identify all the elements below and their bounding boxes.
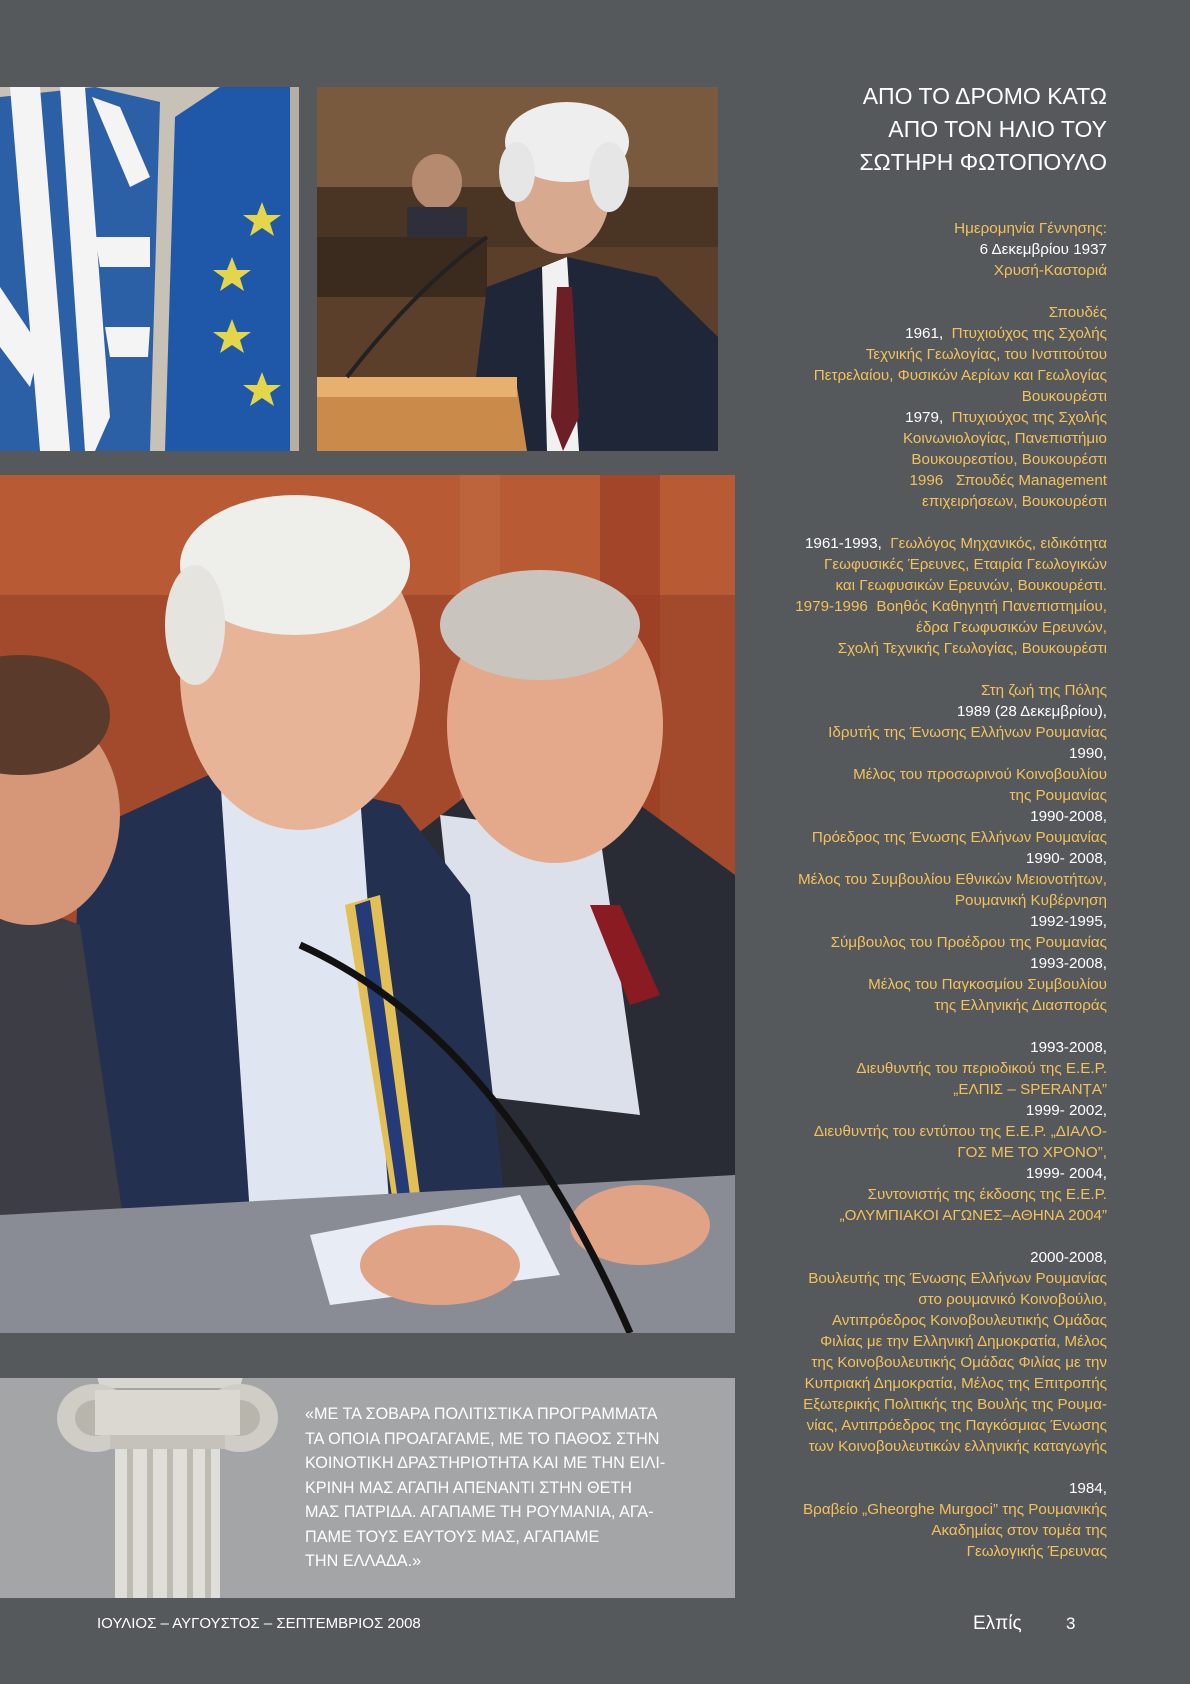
studies-text: Βουκουρέστι <box>1021 388 1107 405</box>
ionic-column-icon <box>55 1378 295 1598</box>
quote-line: ΚΟΙΝΟΤΙΚΗ ΔΡΑΣΤΗΡΙΟΤΗΤΑ ΚΑΙ ΜΕ ΤΗΝ ΕΙΛΙ- <box>305 1454 666 1472</box>
civic-year: 1990, <box>1068 745 1107 762</box>
quote-line: ΤΑ ΟΠΟΙΑ ΠΡΟΑΓΑΓΑΜΕ, ΜΕ ΤΟ ΠΑΘΟΣ ΣΤΗΝ <box>305 1429 660 1448</box>
career-text: Βοηθός Καθηγητή Πανεπιστημίου, <box>876 598 1107 615</box>
award-text: Βραβείο „Gheorghe Murgoci” της Ρουμανικής <box>803 1501 1107 1518</box>
parliament-text: νίας, Αντιπρόεδρος της Παγκόσμιας Ένωσης <box>806 1417 1107 1434</box>
quote-line: ΚΡΙΝΗ ΜΑΣ ΑΓΑΠΗ ΑΠΕΝΑΝΤΙ ΣΤΗΝ ΘΕΤΗ <box>305 1478 632 1497</box>
eu-flag-icon <box>165 87 290 451</box>
studies-text: Πτυχιούχος της Σχολής <box>951 409 1107 426</box>
meeting-photo <box>0 475 735 1333</box>
career-text: και Γεωφυσικών Ερευνών, Βουκουρέστι. <box>835 577 1107 594</box>
quote-line: «ΜΕ ΤΑ ΣΟΒΑΡΑ ΠΟΛΙΤΙΣΤΙΚΑ ΠΡΟΓΡΑΜΜΑΤΑ <box>305 1405 658 1423</box>
magazine-name: Ελπίς <box>973 1613 1022 1634</box>
civic-year: 1992-1995, <box>1030 913 1107 930</box>
studies-heading: Σπουδές <box>1048 304 1107 321</box>
parliament-text: στο ρουμανικό Κοινοβούλιο, <box>918 1291 1107 1308</box>
career-text: Σχολή Τεχνικής Γεωλογίας, Βουκουρέστι <box>837 640 1107 657</box>
publication-text: Διευθυντής του περιοδικού της Ε.Ε.Ρ. <box>856 1060 1107 1077</box>
birth-label: Ημερομηνία Γέννησης: <box>954 220 1107 237</box>
title-line: ΑΠΟ ΤΟΝ ΗΛΙΟ ΤΟΥ <box>888 116 1107 142</box>
studies-year: 1961, <box>905 325 944 342</box>
parliament-text: Βουλευτής της Ένωσης Ελλήνων Ρουμανίας <box>808 1270 1107 1287</box>
studies-text: επιχειρήσεων, Βουκουρέστι <box>921 493 1107 510</box>
studies-text: Βουκουρεστίου, Βουκουρέστι <box>911 451 1107 468</box>
civic-text: Πρόεδρος της Ένωσης Ελλήνων Ρουμανίας <box>811 829 1107 846</box>
studies-year: 1979, <box>905 409 944 426</box>
civic-year: 1993-2008, <box>1030 955 1107 972</box>
studies-text: Τεχνικής Γεωλογίας, του Ινστιτούτου <box>865 346 1107 363</box>
civic-text: Ρουμανική Κυβέρνηση <box>954 892 1107 909</box>
civic-year: 1990- 2008, <box>1025 850 1107 867</box>
civic-year: 1990-2008, <box>1030 808 1107 825</box>
studies-year: 1996 <box>909 472 944 489</box>
civic-year: 1989 (28 Δεκεμβρίου), <box>956 703 1107 720</box>
publication-text: „ΕΛΠΙΣ – SPERANȚA” <box>953 1081 1107 1098</box>
publication-text: Διευθυντής του εντύπου της Ε.Ε.Ρ. „ΔΙΑΛΟ- <box>813 1123 1107 1140</box>
studies-text: Σπουδές Management <box>955 472 1107 489</box>
career-year: 1961-1993, <box>804 535 882 552</box>
studies-text: Πτυχιούχος της Σχολής <box>951 325 1107 342</box>
publication-text: Συντονιστής της έκδοσης της Ε.Ε.Ρ. <box>867 1186 1107 1203</box>
publication-year: 1999- 2002, <box>1025 1102 1107 1119</box>
issue-date: ΙΟΥΛΙΟΣ – ΑΥΓΟΥΣΤΟΣ – ΣΕΠΤΕΜΒΡΙΟΣ 2008 <box>97 1615 421 1632</box>
parliament-text: των Κοινοβουλευτικών ελληνικής καταγωγής <box>808 1438 1107 1455</box>
award-year: 1984, <box>1068 1480 1107 1497</box>
quote-line: ΤΗΝ ΕΛΛΑΔΑ.» <box>305 1552 422 1570</box>
birth-date: 6 Δεκεμβρίου 1937 <box>979 241 1107 258</box>
biography-column <box>637 218 1107 1562</box>
award-text: Ακαδημίας στον τομέα της <box>931 1522 1107 1539</box>
parliament-text: Κυπριακή Δημοκρατία, Μέλος της Επιτροπής <box>804 1375 1107 1392</box>
career-text: Γεωφυσικές Έρευνες, Εταιρία Γεωλογικών <box>824 556 1107 573</box>
quote-line: ΜΑΣ ΠΑΤΡΙΔΑ. ΑΓΑΠΑΜΕ ΤΗ ΡΟΥΜΑΝΙΑ, ΑΓΑ- <box>305 1503 654 1521</box>
parliament-text: Φιλίας με την Ελληνική Δημοκρατία, Μέλος <box>820 1333 1107 1350</box>
civic-text: Ιδρυτής της Ένωσης Ελλήνων Ρουμανίας <box>828 724 1107 741</box>
parliament-text: Εξωτερικής Πολιτικής της Βουλής της Ρουμα- <box>803 1396 1107 1413</box>
meeting-illustration <box>0 475 735 1333</box>
greek-flag-icon <box>0 87 160 451</box>
civic-text: της Ελληνικής Διασποράς <box>934 997 1107 1014</box>
article-title <box>747 80 1107 179</box>
career-text: έδρα Γεωφυσικών Ερευνών, <box>916 619 1107 636</box>
civic-text: της Ρουμανίας <box>1009 787 1107 804</box>
award-text: Γεωλογικής Έρευνας <box>966 1543 1107 1560</box>
studies-text: Κοινωνιολογίας, Πανεπιστήμιο <box>902 430 1107 447</box>
civic-text: Σύμβουλος του Προέδρου της Ρουμανίας <box>830 934 1107 951</box>
studies-text: Πετρελαίου, Φυσικών Αερίων και Γεωλογίας <box>813 367 1107 384</box>
career-text: Γεωλόγος Μηχανικός, ειδικότητα <box>890 535 1107 552</box>
title-line: ΣΩΤΗΡΗ ΦΩΤΟΠΟΥΛΟ <box>859 149 1107 175</box>
flags-photo <box>0 87 299 451</box>
civic-text: Μέλος του Συμβουλίου Εθνικών Μειονοτήτων, <box>798 871 1107 888</box>
parliament-year: 2000-2008, <box>1030 1249 1107 1266</box>
parliament-text: της Κοινοβουλευτικής Ομάδας Φιλίας με την <box>811 1354 1107 1371</box>
civic-text: Μέλος του Παγκοσμίου Συμβουλίου <box>868 976 1107 993</box>
quote-line: ΠΑΜΕ ΤΟΥΣ ΕΑΥΤΟΥΣ ΜΑΣ, ΑΓΑΠΑΜΕ <box>305 1527 600 1546</box>
parliament-text: Αντιπρόεδρος Κοινοβουλευτικής Ομάδας <box>831 1312 1107 1329</box>
flags-illustration <box>0 87 299 451</box>
civic-heading: Στη ζωή της Πόλης <box>981 682 1107 699</box>
publication-year: 1999- 2004, <box>1025 1165 1107 1182</box>
civic-text: Μέλος του προσωρινού Κοινοβουλίου <box>853 766 1107 783</box>
title-line: ΑΠΟ ΤΟ ΔΡΟΜΟ ΚΑΤΩ <box>862 83 1107 109</box>
career-year: 1979-1996 <box>795 598 868 615</box>
publication-text: ΓΟΣ ΜΕ ΤΟ ΧΡΟΝΟ”, <box>957 1144 1107 1161</box>
birth-place: Χρυσή-Καστοριά <box>993 262 1107 279</box>
publication-year: 1993-2008, <box>1030 1039 1107 1056</box>
page-number: 3 <box>1066 1614 1076 1633</box>
publication-text: „ΟΛΥΜΠΙΑΚΟΙ ΑΓΩΝΕΣ–ΑΘΗΝΑ 2004” <box>839 1207 1107 1224</box>
